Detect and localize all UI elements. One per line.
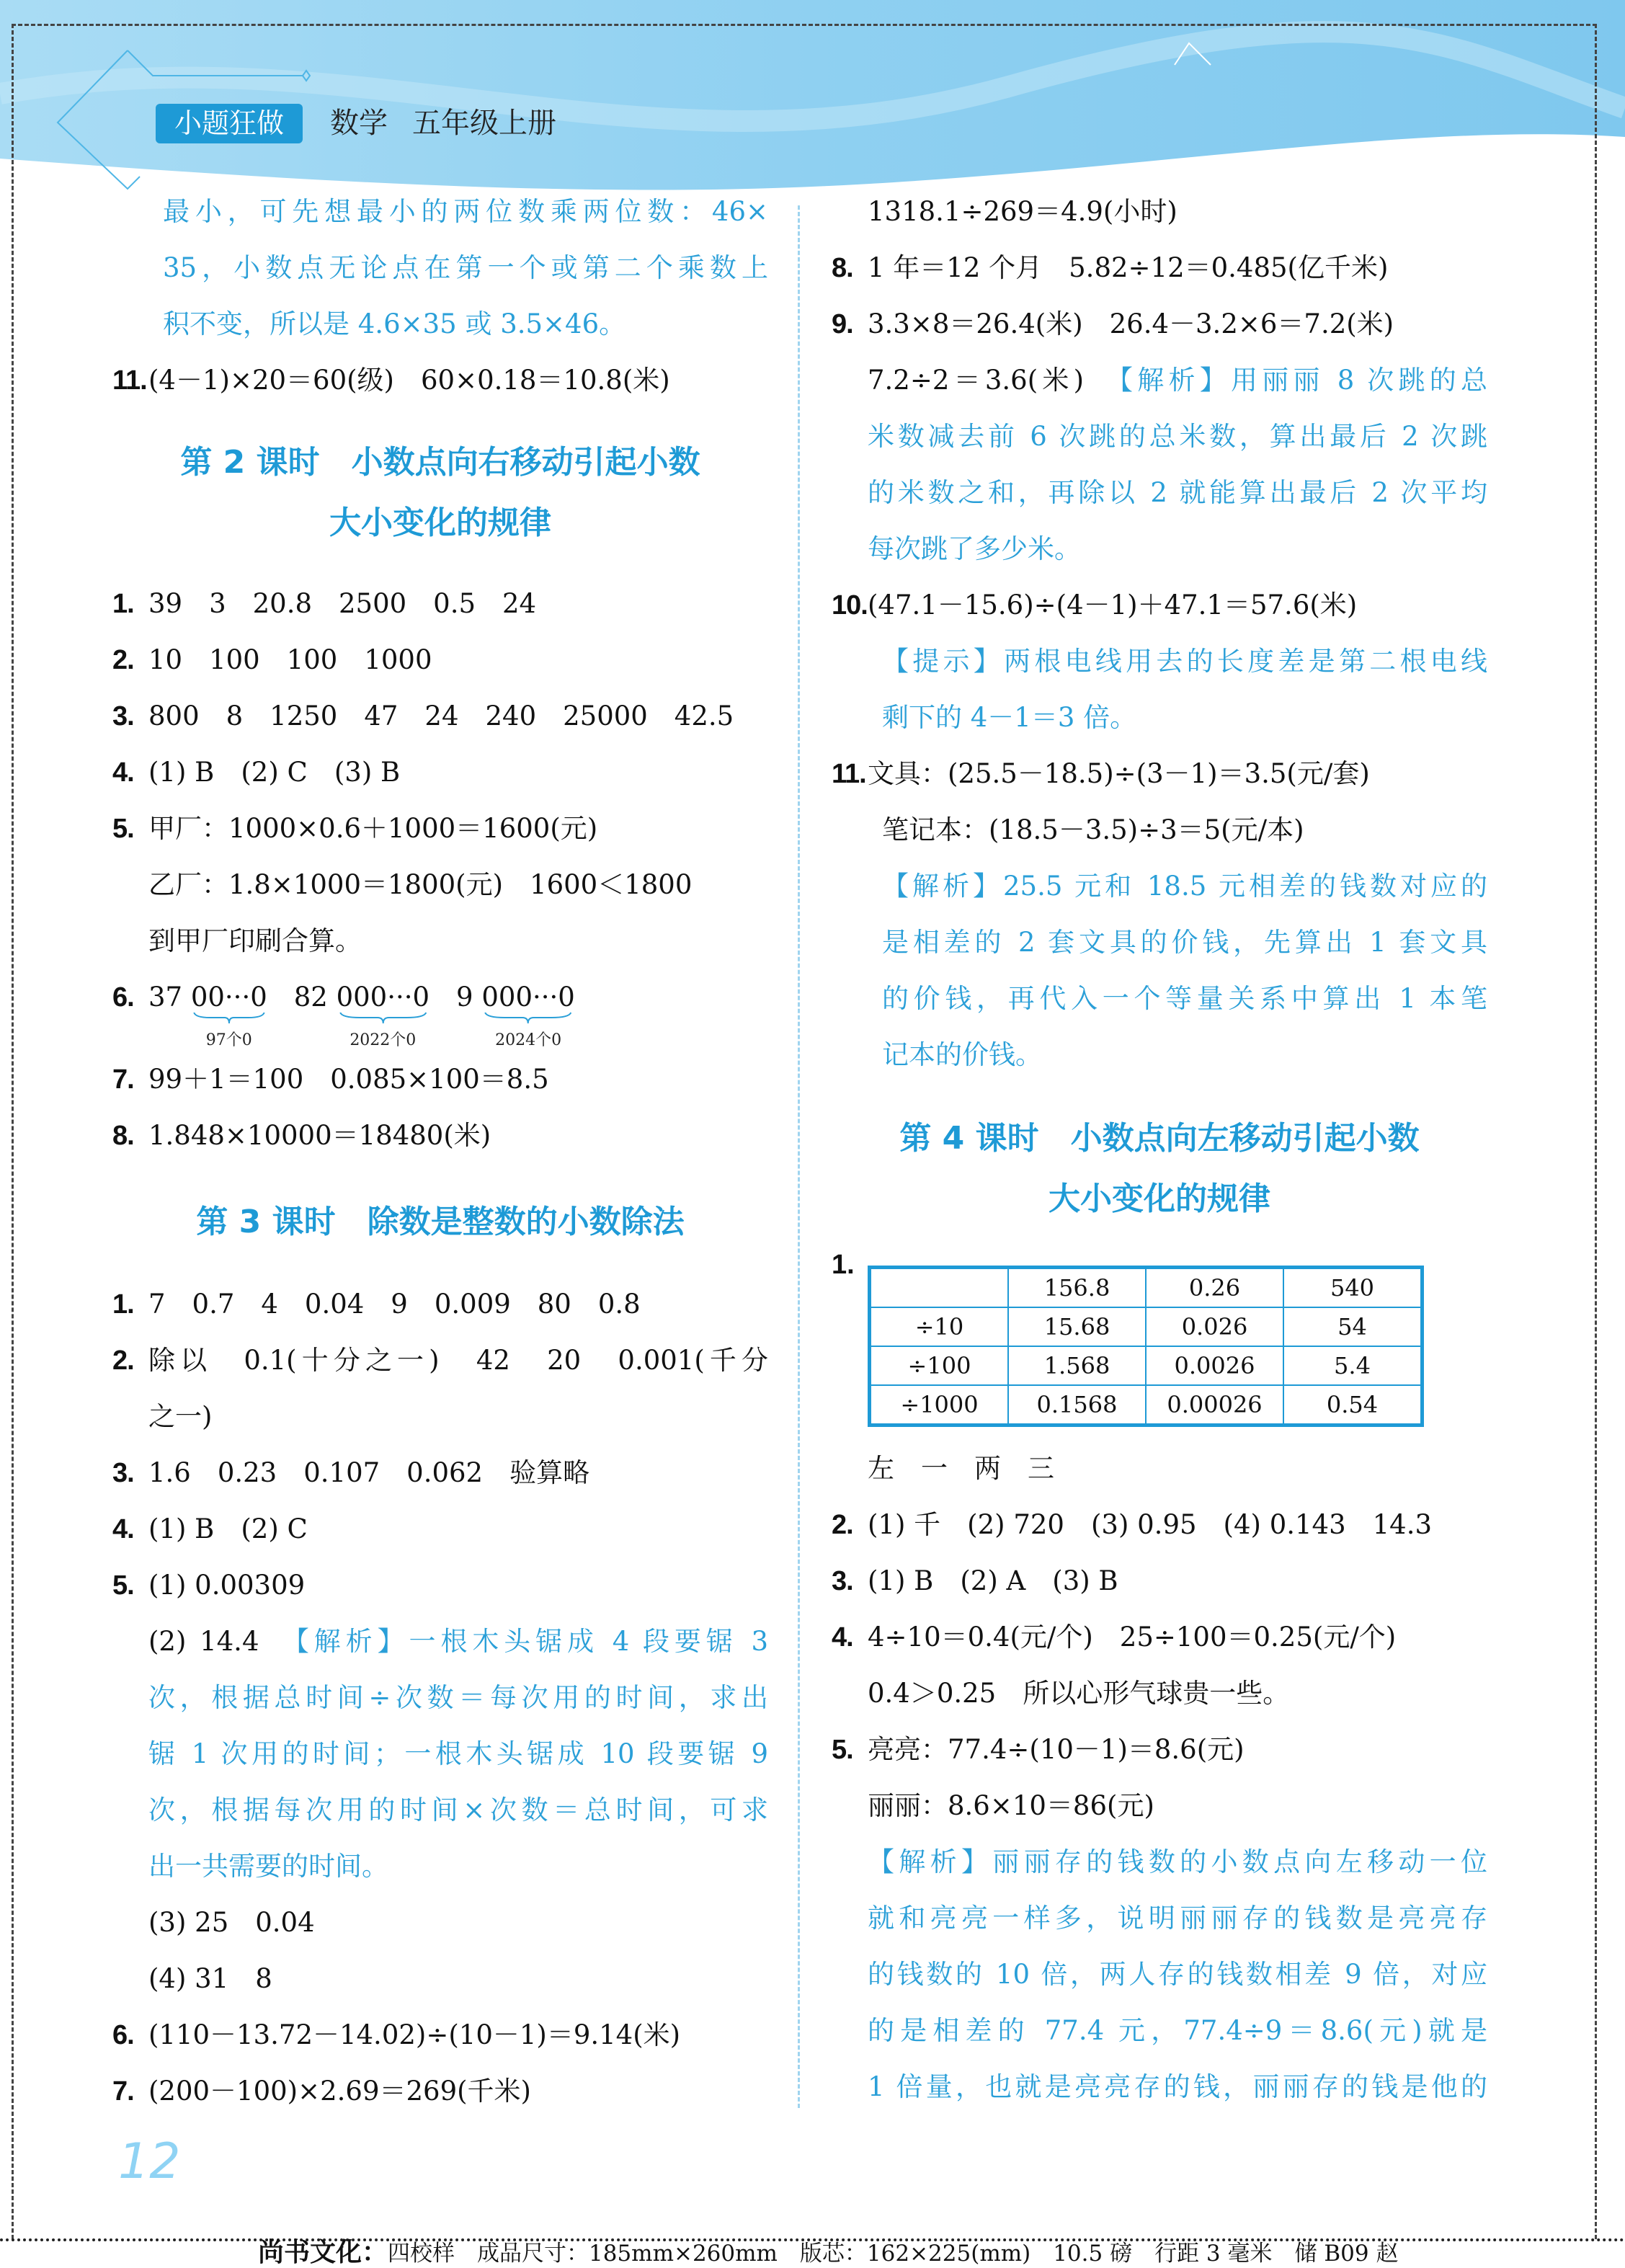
answer-segment: 800 8 1250 47 24 240 25000 42.5 [148, 701, 734, 731]
answer-line [112, 1782, 768, 1838]
answer-text [868, 465, 1487, 521]
answer-line [112, 1838, 768, 1895]
table-cell: 54 [1283, 1307, 1423, 1346]
answer-line [832, 521, 1487, 577]
answer-line [112, 632, 768, 688]
answer-line [832, 1027, 1487, 1083]
answer-line [832, 633, 1487, 690]
answer-line [832, 2059, 1487, 2115]
zero-group [336, 969, 430, 1049]
explanation-text: 【解析】25.5 元和 18.5 元相差的钱数对应的 [882, 871, 1487, 902]
answer-line [832, 1834, 1487, 1890]
answer-line [112, 688, 768, 744]
answer-text [148, 1389, 768, 1445]
answer-segment: 39 3 20.8 2500 0.5 24 [148, 588, 537, 619]
answer-segment: 9 [429, 982, 482, 1013]
answer-line [112, 296, 768, 352]
book-title [330, 104, 581, 143]
table-row [870, 1385, 1423, 1426]
answer-line [112, 913, 768, 969]
answer-line [112, 969, 768, 1051]
answer-line [112, 1614, 768, 1670]
answer-text [882, 633, 1487, 690]
table-cell: 0.0026 [1146, 1346, 1283, 1385]
explanation-text: 就和亮亮一样多，说明丽丽存的钱数是亮亮存 [868, 1903, 1487, 1934]
zero-group [190, 969, 267, 1049]
answer-segment: 左 一 两 三 [868, 1453, 1054, 1484]
grade: 五年级上册 [412, 107, 556, 140]
question-number: 4. [112, 757, 134, 788]
explanation-text: 是相差的 2 套文具的价钱，先算出 1 套文具 [882, 927, 1487, 958]
answer-segment: 除以 0.1(十分之一) 42 20 0.001(千分 [148, 1345, 768, 1376]
answer-text [868, 1609, 1487, 1666]
answer-text [882, 915, 1487, 971]
explanation-text: 积不变，所以是 4.6×35 或 3.5×46。 [163, 308, 626, 339]
answer-segment: 丽丽：8.6×10＝86(元) [868, 1790, 1154, 1821]
answer-text [148, 1333, 768, 1389]
answer-text [868, 1947, 1487, 2003]
answer-line [112, 1670, 768, 1726]
question-number: 5. [832, 1735, 853, 1765]
answer-text [148, 857, 768, 913]
answer-text [868, 1666, 1487, 1722]
answer-line [112, 857, 768, 913]
table-cell: 156.8 [1008, 1268, 1146, 1308]
answer-text [148, 1895, 768, 1951]
answer-line [832, 690, 1487, 746]
answer-segment: (1) 0.00309 [148, 1570, 306, 1601]
answer-line [832, 1553, 1487, 1609]
answer-text [868, 1553, 1487, 1609]
answer-text [882, 858, 1487, 915]
answer-text [868, 352, 1487, 409]
column-divider [798, 205, 800, 2108]
table-cell: ÷1000 [870, 1385, 1009, 1426]
answer-text [868, 296, 1487, 352]
answer-line [832, 1497, 1487, 1553]
answer-line [832, 465, 1487, 521]
answer-text [148, 688, 768, 744]
question-number: 7. [112, 1064, 134, 1095]
answer-segment: 甲厂：1000×0.6＋1000＝1600(元) [148, 813, 598, 844]
explanation-text: 米数减去前 6 次跳的总米数，算出最后 2 次跳 [868, 421, 1487, 452]
explanation-text: 出一共需要的时间。 [148, 1851, 388, 1882]
explanation-text: 的是相差的 77.4 元，77.4÷9＝8.6(元)就是 [868, 2015, 1487, 2046]
answer-line [832, 971, 1487, 1027]
answer-text [868, 1890, 1487, 1947]
explanation-text: 【解析】丽丽存的钱数的小数点向左移动一位 [868, 1846, 1487, 1877]
answer-segment: (1) B (2) C (3) B [148, 757, 401, 788]
answer-line [112, 1951, 768, 2007]
answer-line [832, 746, 1487, 802]
answer-line [832, 1441, 1487, 1497]
footer-info: 四校样 成品尺寸：185mm×260mm 版芯：162×225(mm) 10.5 磅 行距 3 毫米 储 B09 赵 [388, 2241, 1399, 2267]
question-number: 3. [112, 1458, 134, 1488]
answer-segment: 99＋1＝100 0.085×100＝8.5 [148, 1064, 549, 1095]
answer-text [148, 2007, 768, 2063]
answer-text [868, 240, 1487, 296]
answer-line [832, 1666, 1487, 1722]
answer-line [112, 1895, 768, 1951]
answer-text [148, 913, 768, 969]
answer-text [148, 1614, 768, 1670]
series-badge: 小题狂做 [156, 104, 303, 143]
question-number: 1. [112, 1289, 134, 1320]
answer-text [148, 352, 768, 409]
page-number: 12 [118, 2133, 181, 2190]
answer-text [148, 1838, 768, 1895]
question-number: 11. [832, 759, 866, 789]
question-number: 1. [112, 589, 134, 619]
answer-line [112, 801, 768, 857]
answer-segment: (47.1－15.6)÷(4－1)＋47.1＝57.6(米) [868, 590, 1358, 621]
answer-line [112, 240, 768, 296]
answer-segment: (4－1)×20＝60(级) 60×0.18＝10.8(米) [148, 365, 670, 396]
answer-text [882, 971, 1487, 1027]
question-number: 6. [112, 982, 134, 1013]
answer-segment: 乙厂：1.8×1000＝1800(元) 1600＜1800 [148, 869, 693, 900]
answer-text [868, 1778, 1487, 1834]
answer-line [112, 1389, 768, 1445]
answer-line [832, 184, 1487, 240]
answer-line [832, 577, 1487, 633]
answer-line [112, 1276, 768, 1333]
answer-text [868, 521, 1487, 577]
table-cell: ÷10 [870, 1307, 1009, 1346]
question-number: 7. [112, 2076, 134, 2107]
table-row [870, 1346, 1423, 1385]
answer-text [163, 184, 768, 240]
answer-segment: 1 年＝12 个月 5.82÷12＝0.485(亿千米) [868, 252, 1389, 283]
answer-segment: (1) 千 (2) 720 (3) 0.95 (4) 0.143 14.3 [868, 1509, 1432, 1540]
table-cell: 0.1568 [1008, 1385, 1146, 1426]
zero-count-label: 2024个0 [495, 1031, 562, 1049]
answer-text [148, 632, 768, 688]
answer-text [882, 690, 1487, 746]
footer-brand: 尚书文化： [258, 2238, 388, 2267]
explanation-text: 的价钱，再代入一个等量关系中算出 1 本笔 [882, 983, 1487, 1014]
question-number: 10. [832, 590, 868, 621]
answer-segment: (200－100)×2.69＝269(千米) [148, 2076, 531, 2107]
explanation-text: 最小，可先想最小的两位数乘两位数：46× [163, 196, 768, 227]
zero-digits: 00···0 [190, 982, 267, 1013]
table-cell: 1.568 [1008, 1346, 1146, 1385]
question-number: 4. [832, 1622, 853, 1653]
answer-text [868, 1834, 1487, 1890]
answer-segment: (2) 14.4 [148, 1626, 296, 1657]
answer-text [148, 801, 768, 857]
table-cell: 15.68 [1008, 1307, 1146, 1346]
answer-segment: 1318.1÷269＝4.9(小时) [868, 196, 1177, 227]
table-cell: 0.026 [1146, 1307, 1283, 1346]
table-cell: 0.26 [1146, 1268, 1283, 1308]
zero-group [481, 969, 575, 1049]
section-heading [112, 409, 768, 576]
answer-text [148, 969, 768, 1049]
question-number: 5. [112, 814, 134, 844]
explanation-text: 【解析】用丽丽 8 次跳的总 [1119, 365, 1487, 396]
heading-line: 第 4 课时 小数点向左移动引起小数 [899, 1120, 1420, 1157]
right-column [832, 184, 1487, 2115]
answer-line [112, 576, 768, 632]
table-row [870, 1307, 1423, 1346]
question-number: 6. [112, 2020, 134, 2050]
explanation-text: 次，根据每次用的时间×次数＝总时间，可求 [148, 1795, 768, 1825]
answer-line [832, 352, 1487, 409]
answer-segment: 37 [148, 982, 191, 1013]
section-heading [832, 1083, 1487, 1229]
answer-line [112, 1333, 768, 1389]
answer-line [112, 1108, 768, 1164]
table-cell [870, 1268, 1009, 1308]
answer-text [882, 1027, 1487, 1083]
subject: 数学 [330, 107, 388, 140]
answer-text [868, 2059, 1487, 2115]
answer-segment: 7 0.7 4 0.04 9 0.009 80 0.8 [148, 1289, 641, 1320]
underbrace-icon [481, 1011, 574, 1026]
answer-segment: 亮亮：77.4÷(10－1)＝8.6(元) [868, 1734, 1245, 1765]
heading-line: 大小变化的规律 [329, 504, 551, 541]
answer-line [832, 1890, 1487, 1947]
answer-segment: 文具：(25.5－18.5)÷(3－1)＝3.5(元/套) [868, 758, 1370, 789]
question-number: 2. [112, 1346, 134, 1376]
question-number: 8. [112, 1121, 134, 1151]
answer-text [148, 1670, 768, 1726]
answer-segment: 7.2÷2＝3.6(米) [868, 365, 1120, 396]
answer-line [112, 1051, 768, 1108]
answer-table [868, 1266, 1424, 1427]
question-number: 1. [832, 1250, 855, 1280]
answer-segment: (1) B (2) C [148, 1513, 308, 1544]
answer-text [163, 240, 768, 296]
answer-segment: 4÷10＝0.4(元/个) 25÷100＝0.25(元/个) [868, 1622, 1397, 1653]
table-cell: ÷100 [870, 1346, 1009, 1385]
answer-line [112, 1501, 768, 1557]
table-cell: 5.4 [1283, 1346, 1423, 1385]
answer-text [148, 1951, 768, 2007]
explanation-text: 记本的价钱。 [882, 1039, 1042, 1070]
question-number: 2. [832, 1510, 853, 1540]
answer-line [832, 2003, 1487, 2059]
answer-text [148, 2063, 768, 2120]
explanation-text: 的米数之和，再除以 2 就能算出最后 2 次平均 [868, 477, 1487, 508]
answer-line [112, 184, 768, 240]
answer-line [832, 858, 1487, 915]
explanation-text: 剩下的 4－1＝3 倍。 [882, 702, 1137, 733]
explanation-text: 【提示】两根电线用去的长度差是第二根电线 [882, 646, 1487, 677]
answer-text [868, 1722, 1487, 1778]
answer-line [832, 1722, 1487, 1778]
answer-text [868, 409, 1487, 465]
answer-text [148, 1782, 768, 1838]
table-cell: 540 [1283, 1268, 1423, 1308]
answer-line [112, 1726, 768, 1782]
section-heading [112, 1164, 768, 1276]
answer-line [112, 744, 768, 801]
answer-text [148, 1726, 768, 1782]
answer-segment: (110－13.72－14.02)÷(10－1)＝9.14(米) [148, 2019, 681, 2050]
question-number: 5. [112, 1570, 134, 1601]
explanation-text: 次，根据总时间÷次数＝每次用的时间，求出 [148, 1682, 768, 1713]
answer-segment: 到甲厂印刷合算。 [148, 925, 362, 956]
answer-segment: (4) 31 8 [148, 1963, 272, 1994]
left-column [112, 184, 768, 2120]
explanation-text: 每次跳了多少米。 [868, 533, 1081, 564]
answer-segment: (3) 25 0.04 [148, 1907, 315, 1938]
answer-line [112, 2007, 768, 2063]
answer-line [112, 1445, 768, 1501]
answer-line [832, 1778, 1487, 1834]
answer-text [868, 184, 1487, 240]
answer-segment: 0.4＞0.25 所以心形气球贵一些。 [868, 1678, 1290, 1709]
answer-line [832, 1609, 1487, 1666]
answer-text [882, 802, 1487, 858]
answer-line [832, 1947, 1487, 2003]
answer-text [148, 576, 768, 632]
heading-line: 大小变化的规律 [1049, 1180, 1270, 1217]
answer-segment: 笔记本：(18.5－3.5)÷3＝5(元/本) [882, 814, 1304, 845]
underbrace-icon [337, 1011, 429, 1026]
answer-line [112, 352, 768, 409]
answer-segment: 82 [267, 982, 337, 1013]
answer-text [868, 577, 1487, 633]
explanation-text: 【解析】一根木头锯成 4 段要锯 3 [295, 1626, 768, 1657]
answer-table-block [832, 1229, 1487, 1441]
answer-text [148, 1051, 768, 1108]
heading-line: 第 2 课时 小数点向右移动引起小数 [180, 444, 700, 481]
explanation-text: 1 倍量，也就是亮亮存的钱，丽丽存的钱是他的 [868, 2071, 1487, 2102]
question-number: 8. [832, 253, 853, 283]
answer-line [112, 2063, 768, 2120]
explanation-text: 的钱数的 10 倍，两人存的钱数相差 9 倍，对应 [868, 1959, 1487, 1990]
table-cell: 0.00026 [1146, 1385, 1283, 1426]
question-number: 9. [832, 309, 853, 339]
explanation-text: 锯 1 次用的时间；一根木头锯成 10 段要锯 9 [148, 1738, 768, 1769]
question-number: 11. [112, 365, 147, 396]
question-number: 4. [112, 1514, 134, 1544]
answer-segment: 1.6 0.23 0.107 0.062 验算略 [148, 1457, 590, 1488]
answer-text [868, 1497, 1487, 1553]
answer-text [148, 1557, 768, 1614]
question-number: 2. [112, 645, 134, 675]
zero-count-label: 97个0 [205, 1031, 252, 1049]
zero-digits: 000···0 [336, 982, 430, 1013]
answer-segment: 之一) [148, 1401, 213, 1432]
question-number: 3. [832, 1566, 853, 1596]
answer-line [112, 1557, 768, 1614]
answer-segment: 10 100 100 1000 [148, 644, 432, 675]
answer-segment: 3.3×8＝26.4(米) 26.4－3.2×6＝7.2(米) [868, 308, 1394, 339]
answer-line [832, 802, 1487, 858]
explanation-text: 35，小数点无论点在第一个或第二个乘数上 [163, 252, 768, 283]
answer-segment: 1.848×10000＝18480(米) [148, 1120, 491, 1151]
answer-text [148, 1276, 768, 1333]
answer-text [868, 1441, 1487, 1497]
underbrace-icon [191, 1011, 267, 1026]
answer-text [868, 2003, 1487, 2059]
answer-text [148, 1108, 768, 1164]
zero-count-label: 2022个0 [350, 1031, 417, 1049]
question-number: 3. [112, 701, 134, 731]
table-row [870, 1268, 1423, 1308]
answer-line [832, 915, 1487, 971]
answer-text [868, 746, 1487, 802]
answer-segment: (1) B (2) A (3) B [868, 1565, 1118, 1596]
heading-line: 第 3 课时 除数是整数的小数除法 [196, 1204, 685, 1240]
answer-text [148, 1445, 768, 1501]
answer-line [832, 240, 1487, 296]
answer-line [832, 296, 1487, 352]
answer-text [163, 296, 768, 352]
answer-text [148, 744, 768, 801]
table-cell: 0.54 [1283, 1385, 1423, 1426]
answer-text [148, 1501, 768, 1557]
zero-digits: 000···0 [481, 982, 575, 1013]
answer-line [832, 409, 1487, 465]
